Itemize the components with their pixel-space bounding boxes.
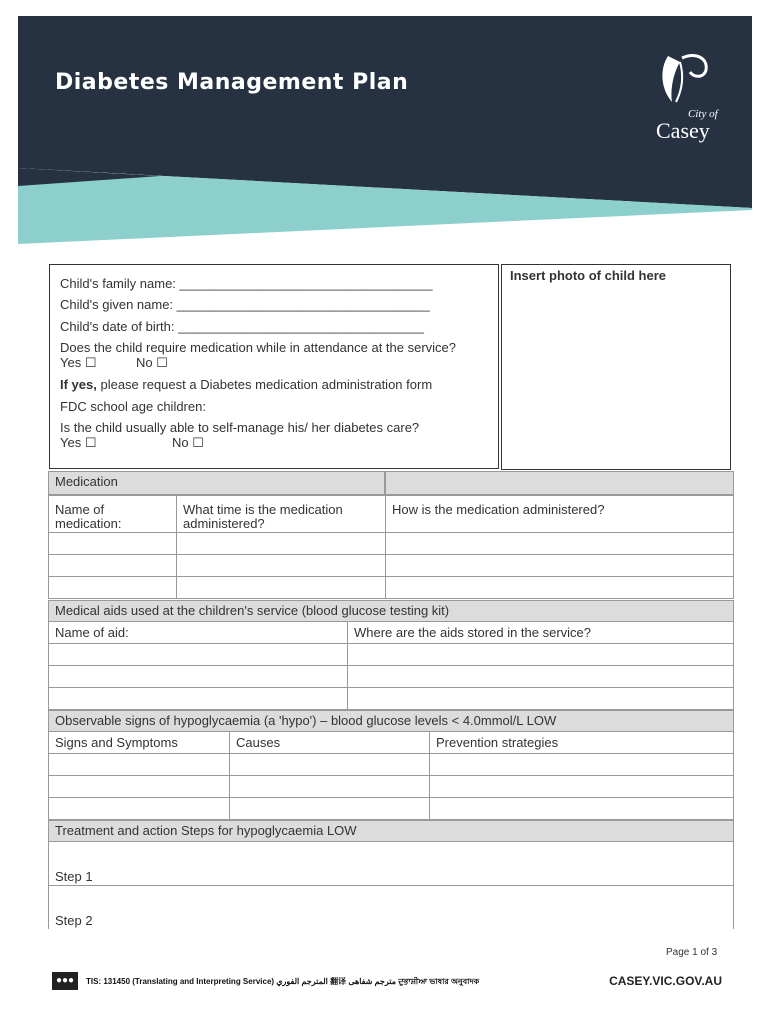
hypo-cell[interactable]: [429, 797, 734, 820]
footer-bar: [52, 970, 722, 992]
photo-label: Insert photo of child here: [510, 268, 667, 283]
medication-cell[interactable]: [385, 532, 734, 555]
hypo-col-prevention: Prevention strategies: [429, 731, 734, 754]
medication-col-name: Name of medication:: [48, 495, 177, 533]
step-2-field[interactable]: Step 2: [48, 885, 734, 929]
leaf-icon: [656, 48, 716, 108]
hypo-cell[interactable]: [48, 753, 230, 776]
hypo-col-signs: Signs and Symptoms: [48, 731, 230, 754]
medication-cell[interactable]: [385, 576, 734, 599]
dob-field[interactable]: Child's date of birth: __________________________________: [60, 319, 424, 334]
if-yes-text: please request a Diabetes medication administration form: [96, 377, 433, 392]
medication-cell[interactable]: [48, 532, 177, 555]
aids-col-where: Where are the aids stored in the service?: [347, 621, 734, 644]
page-number: Page 1 of 3: [666, 947, 718, 958]
family-name-field[interactable]: Child's family name: ___________________________________: [60, 276, 433, 291]
given-name-field[interactable]: Child's given name: ___________________________________: [60, 297, 430, 312]
fdc-label: FDC school age children:: [60, 399, 206, 414]
medication-col-time: What time is the medication administered?: [176, 495, 386, 533]
self-manage-no-checkbox[interactable]: No ☐: [172, 435, 204, 450]
medication-cell[interactable]: [385, 554, 734, 577]
hypo-cell[interactable]: [48, 797, 230, 820]
treatment-heading: Treatment and action Steps for hypoglycaemia LOW: [48, 820, 734, 842]
hypo-cell[interactable]: [429, 753, 734, 776]
hypo-cell[interactable]: [429, 775, 734, 798]
hypo-cell[interactable]: [48, 775, 230, 798]
medication-cell[interactable]: [48, 576, 177, 599]
aids-heading: Medical aids used at the children's service (blood glucose testing kit): [48, 600, 734, 622]
hypo-cell[interactable]: [229, 753, 430, 776]
hypo-cell[interactable]: [229, 775, 430, 798]
logo-city-of: City of: [688, 108, 718, 120]
medication-no-checkbox[interactable]: No ☐: [136, 355, 168, 370]
medication-question: Does the child require medication while in attendance at the service?: [60, 340, 457, 355]
aids-cell[interactable]: [48, 687, 348, 710]
medication-col-how: How is the medication administered?: [385, 495, 734, 533]
self-manage-yes-checkbox[interactable]: Yes ☐: [60, 435, 97, 450]
medication-cell[interactable]: [176, 554, 386, 577]
aids-cell[interactable]: [347, 687, 734, 710]
hypo-heading: Observable signs of hypoglycaemia (a 'hypo') – blood glucose levels < 4.0mmol/L LOW: [48, 710, 734, 732]
medication-heading-blank: [385, 471, 734, 495]
if-yes-bold: If yes,: [60, 377, 97, 392]
medication-heading: Medication: [48, 471, 385, 495]
self-manage-question: Is the child usually able to self-manage his/ her diabetes care?: [60, 420, 420, 435]
city-of-casey-logo: [648, 48, 728, 148]
medication-cell[interactable]: [176, 532, 386, 555]
medication-yes-checkbox[interactable]: Yes ☐: [60, 355, 97, 370]
hypo-col-causes: Causes: [229, 731, 430, 754]
if-yes-note: [60, 377, 432, 392]
aids-cell[interactable]: [48, 643, 348, 666]
aids-col-name: Name of aid:: [48, 621, 348, 644]
aids-cell[interactable]: [48, 665, 348, 688]
photo-box[interactable]: [501, 264, 731, 470]
logo-casey: Casey: [656, 118, 710, 143]
medication-cell[interactable]: [176, 576, 386, 599]
aids-cell[interactable]: [347, 643, 734, 666]
tis-text: TIS: 131450 (Translating and Interpreting Service) المترجم الفوري 翻译 مترجم شفاهی ਦੁਭਾਸ਼ੀਆ ভাষার অনুবাদক: [86, 977, 480, 986]
child-details-box: [49, 264, 499, 469]
step-1-field[interactable]: Step 1: [48, 841, 734, 886]
page-title: Diabetes Management Plan: [55, 70, 409, 95]
medication-cell[interactable]: [48, 554, 177, 577]
tis-people-icon: ●●●: [52, 972, 78, 990]
website-link[interactable]: CASEY.VIC.GOV.AU: [609, 974, 722, 988]
hypo-cell[interactable]: [229, 797, 430, 820]
aids-cell[interactable]: [347, 665, 734, 688]
